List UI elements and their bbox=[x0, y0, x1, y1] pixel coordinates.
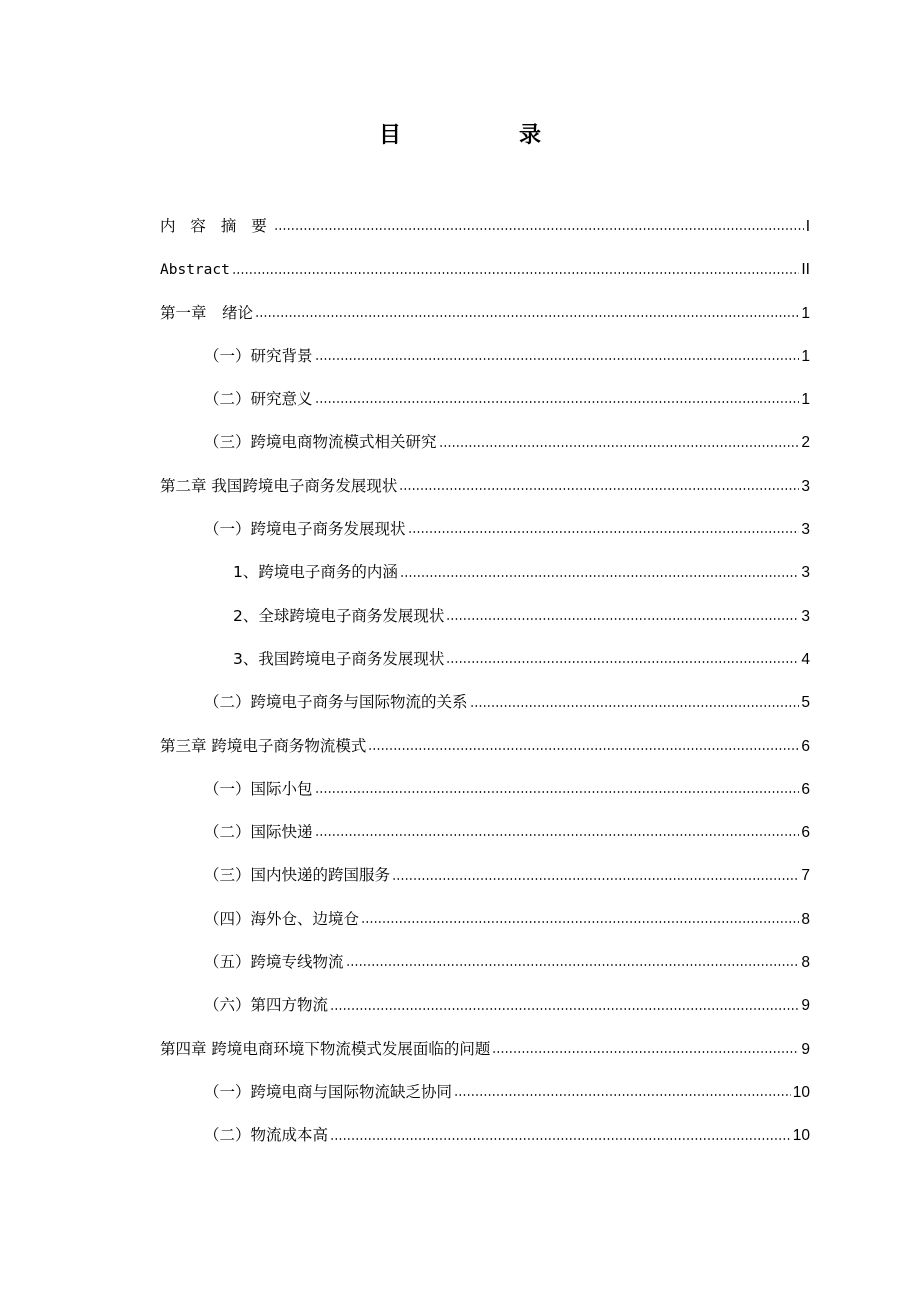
toc-entry[interactable] bbox=[160, 421, 810, 464]
toc-dot-leader bbox=[330, 1138, 791, 1140]
toc-entry[interactable] bbox=[160, 1028, 810, 1071]
toc-entry-page-number: 6 bbox=[801, 824, 810, 842]
toc-dot-leader bbox=[454, 1094, 791, 1096]
toc-entry[interactable] bbox=[160, 681, 810, 724]
toc-entry-page-number: 3 bbox=[801, 607, 810, 625]
toc-entry-page-number: 2 bbox=[801, 434, 810, 452]
toc-entry[interactable] bbox=[160, 248, 810, 291]
toc-entry-label: 3、我国跨境电子商务发展现状 bbox=[233, 649, 445, 668]
toc-entry-page-number: 9 bbox=[801, 1040, 810, 1058]
toc-entry[interactable] bbox=[160, 941, 810, 984]
toc-entry-label: 2、全球跨境电子商务发展现状 bbox=[233, 606, 445, 625]
toc-entry[interactable] bbox=[160, 335, 810, 378]
toc-entry-page-number: 3 bbox=[801, 564, 810, 582]
toc-entry-label: （一）跨境电子商务发展现状 bbox=[204, 520, 406, 539]
toc-dot-leader bbox=[255, 315, 799, 317]
toc-entry-label: （一）国际小包 bbox=[204, 779, 313, 798]
toc-entry-page-number: 5 bbox=[801, 694, 810, 712]
toc-entry-label: （四）海外仓、边境仓 bbox=[204, 909, 360, 928]
toc-dot-leader bbox=[346, 964, 800, 966]
toc-entry[interactable] bbox=[160, 984, 810, 1027]
toc-entry[interactable] bbox=[160, 725, 810, 768]
toc-dot-leader bbox=[330, 1008, 799, 1010]
toc-entry-page-number: 3 bbox=[801, 521, 810, 539]
toc-entry-page-number: 9 bbox=[801, 997, 810, 1015]
toc-entry-page-number: 6 bbox=[801, 737, 810, 755]
toc-dot-leader bbox=[470, 705, 800, 707]
toc-entry-label: （三）国内快递的跨国服务 bbox=[204, 866, 391, 885]
toc-entry[interactable] bbox=[160, 205, 810, 248]
toc-entry-label: （一）研究背景 bbox=[204, 346, 313, 365]
toc-dot-leader bbox=[446, 661, 799, 663]
toc-entry[interactable] bbox=[160, 378, 810, 421]
table-of-contents bbox=[160, 205, 810, 1158]
toc-entry-label: （二）物流成本高 bbox=[204, 1126, 329, 1145]
toc-dot-leader bbox=[315, 834, 800, 836]
toc-entry-label: Abstract bbox=[160, 262, 230, 279]
toc-entry-page-number: II bbox=[801, 261, 810, 279]
toc-entry-label: （三）跨境电商物流模式相关研究 bbox=[204, 433, 437, 452]
toc-entry-label: 第四章 跨境电商环境下物流模式发展面临的问题 bbox=[160, 1039, 491, 1058]
toc-entry-page-number: I bbox=[805, 218, 810, 235]
toc-dot-leader bbox=[399, 488, 799, 490]
toc-dot-leader bbox=[315, 791, 800, 793]
toc-entry[interactable] bbox=[160, 595, 810, 638]
toc-dot-leader bbox=[400, 575, 800, 577]
toc-entry-page-number: 10 bbox=[792, 1127, 810, 1145]
toc-entry-page-number: 8 bbox=[801, 910, 810, 928]
toc-entry-page-number: 1 bbox=[801, 391, 810, 409]
toc-dot-leader bbox=[361, 921, 799, 923]
toc-entry-label: （二）跨境电子商务与国际物流的关系 bbox=[204, 693, 468, 712]
toc-dot-leader bbox=[274, 228, 804, 230]
toc-dot-leader bbox=[315, 358, 800, 360]
toc-entry-label: 第一章 绪论 bbox=[160, 303, 254, 322]
toc-entry[interactable] bbox=[160, 551, 810, 594]
toc-title: 目 录 bbox=[378, 123, 589, 148]
toc-dot-leader bbox=[392, 878, 799, 880]
toc-entry[interactable] bbox=[160, 465, 810, 508]
toc-entry-label: 1、跨境电子商务的内涵 bbox=[233, 563, 398, 582]
toc-entry[interactable] bbox=[160, 638, 810, 681]
toc-dot-leader bbox=[232, 272, 800, 274]
toc-entry-page-number: 8 bbox=[801, 954, 810, 972]
toc-entry[interactable] bbox=[160, 1071, 810, 1114]
toc-dot-leader bbox=[492, 1051, 799, 1053]
toc-dot-leader bbox=[408, 531, 800, 533]
toc-entry-label: 内 容 摘 要 bbox=[160, 217, 272, 235]
toc-entry-label: （六）第四方物流 bbox=[204, 996, 329, 1015]
toc-entry-page-number: 1 bbox=[801, 347, 810, 365]
toc-entry-page-number: 6 bbox=[801, 780, 810, 798]
toc-entry-label: （一）跨境电商与国际物流缺乏协同 bbox=[204, 1082, 453, 1101]
toc-entry-page-number: 3 bbox=[801, 477, 810, 495]
toc-entry-label: 第三章 跨境电子商务物流模式 bbox=[160, 736, 367, 755]
toc-entry[interactable] bbox=[160, 1114, 810, 1157]
toc-dot-leader bbox=[439, 445, 800, 447]
toc-entry[interactable] bbox=[160, 811, 810, 854]
toc-entry-page-number: 1 bbox=[801, 304, 810, 322]
toc-dot-leader bbox=[446, 618, 799, 620]
toc-entry[interactable] bbox=[160, 854, 810, 897]
toc-entry-label: （二）国际快递 bbox=[204, 823, 313, 842]
toc-entry-label: 第二章 我国跨境电子商务发展现状 bbox=[160, 476, 398, 495]
toc-dot-leader bbox=[315, 401, 800, 403]
toc-entry-page-number: 4 bbox=[801, 650, 810, 668]
toc-entry[interactable] bbox=[160, 508, 810, 551]
toc-entry-label: （五）跨境专线物流 bbox=[204, 953, 344, 972]
toc-entry-page-number: 10 bbox=[792, 1083, 810, 1101]
toc-entry-page-number: 7 bbox=[801, 867, 810, 885]
toc-dot-leader bbox=[368, 748, 799, 750]
toc-entry-label: （二）研究意义 bbox=[204, 390, 313, 409]
toc-entry[interactable] bbox=[160, 768, 810, 811]
toc-entry[interactable] bbox=[160, 292, 810, 335]
toc-entry[interactable] bbox=[160, 898, 810, 941]
